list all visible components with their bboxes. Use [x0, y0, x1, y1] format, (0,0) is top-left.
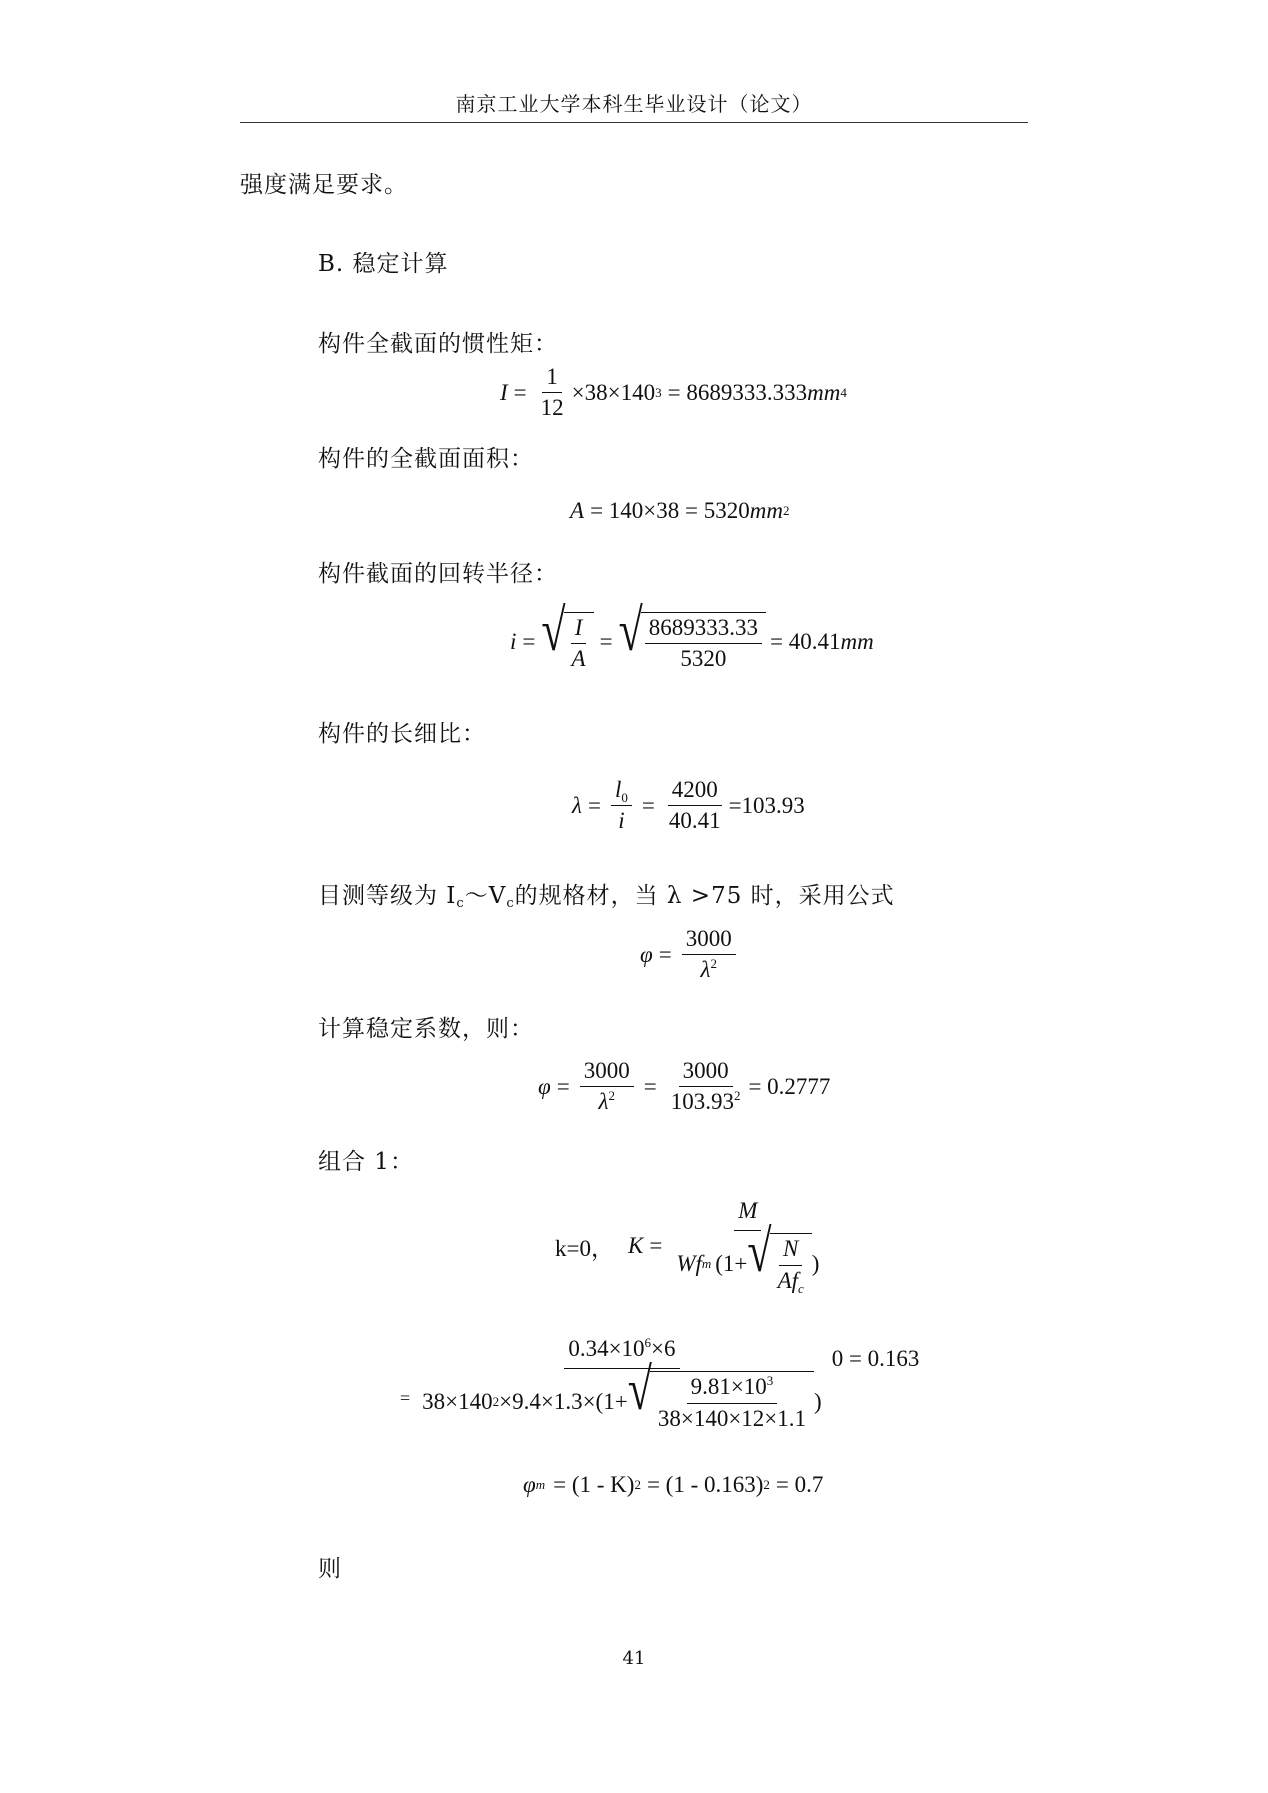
eq2-lhs: A	[570, 498, 585, 523]
eq6-den2-exp: 2	[733, 1088, 741, 1104]
eq1-result: = 8689333.333	[667, 379, 808, 405]
eq3-den1: A	[571, 646, 586, 672]
eq6-lhs: φ	[538, 1073, 551, 1099]
equation-phi-formula: φ = $\frac{3000}{\lambda^2}$	[640, 926, 740, 984]
paragraph-grade	[318, 877, 895, 911]
page-number: 41	[622, 1648, 646, 1669]
eq5-den-exp: 2	[710, 956, 717, 972]
eq5-den: λ	[700, 957, 711, 983]
paragraph-then: 则	[318, 1556, 342, 1582]
eq6-den1-exp: 2	[608, 1088, 615, 1104]
paragraph-slenderness: 构件的长细比：	[318, 721, 486, 747]
eq1-unit: mm	[807, 379, 841, 405]
eq3-result: = 40.41	[769, 629, 841, 655]
equation-k-definition: k=0， K = M Wf m (1+ √ $\frac{N}{Af_c}$ )	[555, 1198, 820, 1296]
eq4-num2: 4200	[668, 777, 722, 806]
eq9-mid2: = (1 - 0.163)	[646, 1472, 764, 1497]
running-header: 南京工业大学本科生毕业设计（论文）	[455, 92, 813, 116]
eq3-den2: 5320	[680, 646, 727, 672]
eq8-eq-sign: =	[400, 1387, 411, 1408]
eq2-expr: = 140×38 = 5320	[590, 498, 750, 523]
grade-text-a: 目测等级为 I	[318, 883, 457, 909]
eq5-num: 3000	[682, 926, 736, 955]
eq4-num1-sub: 0	[621, 790, 628, 805]
eq8-den-c: )	[814, 1388, 822, 1414]
paragraph-combination: 组合 1：	[318, 1149, 414, 1175]
equation-slenderness: λ = $\frac{l_0}{i}$ = $\frac{4200}{40.41}$ =103.93	[572, 777, 805, 834]
eq9-result: = 0.7	[775, 1472, 824, 1497]
eq5-lhs: φ	[640, 941, 653, 967]
eq3-lhs: i	[510, 629, 517, 655]
eq1-num: 1	[542, 364, 562, 393]
eq6-num1: 3000	[580, 1058, 634, 1087]
eq7-lhs: K	[627, 1233, 644, 1259]
grade-text-b: ～V	[464, 883, 507, 909]
eq6-den1: λ	[598, 1089, 609, 1115]
eq8-num-exp: 6	[644, 1335, 652, 1350]
eq8-den-a: 38×140	[422, 1388, 493, 1414]
eq7-inner-den: Af	[777, 1267, 799, 1293]
eq3-unit: mm	[840, 629, 874, 655]
eq7-num: M	[734, 1198, 761, 1231]
equation-radius: i = √ $\frac{I}{A}$ = √ $\frac{8689333.33}{5320}$ = 40.41 mm	[510, 597, 874, 672]
eq1-fraction	[537, 364, 568, 422]
eq8-num-b: ×6	[651, 1336, 676, 1361]
eq7-den-b: (1+	[715, 1250, 748, 1276]
eq4-num1: l	[614, 777, 622, 802]
section-heading: B. 稳定计算	[318, 251, 449, 277]
paragraph-strength: 强度满足要求。	[240, 172, 408, 198]
eq8-den-b: ×9.4×1.3×(1+	[499, 1388, 628, 1414]
eq6-den2: 103.93	[670, 1089, 734, 1115]
grade-text-c: 的规格材，当 λ >75 时，采用公式	[514, 883, 895, 909]
eq8-num-a: 0.34×10	[568, 1336, 645, 1361]
eq4-den2: 40.41	[668, 808, 721, 834]
eq9-mid: = (1 - K)	[553, 1472, 635, 1497]
paragraph-inertia: 构件全截面的惯性矩：	[318, 331, 558, 357]
eq4-lhs: λ	[572, 792, 582, 818]
eq4-den1: i	[618, 808, 625, 834]
eq8-inner-den: 38×140×12×1.1	[657, 1405, 807, 1431]
eq2-unit: mm	[749, 498, 783, 523]
grade-sub-1: c	[456, 896, 465, 911]
equation-k-value: = $0.34\times 10^6\times 6$ 38×140 2 ×9.4×1.3×(1+ √ $\frac{9.81\times 10^3}{38\times 140\times 12\times 1.1}$ ) 0 = 0.163	[400, 1335, 920, 1431]
equation-phi-m: φ m = (1 - K) 2 = (1 - 0.163) 2 = 0.7	[523, 1472, 824, 1497]
paragraph-radius: 构件截面的回转半径：	[318, 561, 558, 587]
eq1-lhs: I	[500, 379, 508, 405]
eq1-rest: ×38×140	[571, 379, 656, 405]
eq9-lhs: φ	[523, 1472, 536, 1497]
eq7-inner-num: N	[779, 1236, 802, 1265]
equation-phi-value: φ = $\frac{3000}{\lambda^2}$ = $\frac{3000}{103.93^2}$ = 0.2777	[538, 1058, 831, 1115]
eq8-inner-num-exp: 3	[766, 1373, 774, 1389]
paragraph-area: 构件的全截面面积：	[318, 446, 534, 472]
eq8-inner-num-a: 9.81×10	[690, 1374, 767, 1400]
eq1-den: 12	[540, 395, 564, 421]
eq7-den-c: )	[811, 1250, 820, 1276]
eq7-inner-den-sub: c	[798, 1280, 804, 1296]
eq6-num2: 3000	[679, 1058, 733, 1087]
eq7-prefix: k=0，	[555, 1235, 614, 1261]
eq3-sqrt2: √ $\frac{8689333.33}{5320}$	[619, 612, 766, 673]
equation-area: A = 140×38 = 5320 mm 2	[570, 498, 790, 523]
eq4-result: =103.93	[728, 792, 805, 818]
grade-sub-2: c	[506, 896, 515, 911]
header-rule	[240, 122, 1028, 123]
eq8-tail: 0 = 0.163	[831, 1346, 920, 1371]
eq6-result: = 0.2777	[748, 1073, 831, 1099]
eq3-sqrt1: √ $\frac{I}{A}$	[541, 612, 593, 673]
equation-inertia: I = $\frac{1}{12}$ ×38×140 3 = 8689333.333 mm 4	[500, 364, 847, 421]
eq7-den-a: Wf	[676, 1250, 702, 1276]
paragraph-coefficient: 计算稳定系数，则：	[318, 1016, 534, 1042]
eq3-num2: 8689333.33	[645, 615, 762, 644]
eq3-num1: I	[571, 615, 587, 644]
